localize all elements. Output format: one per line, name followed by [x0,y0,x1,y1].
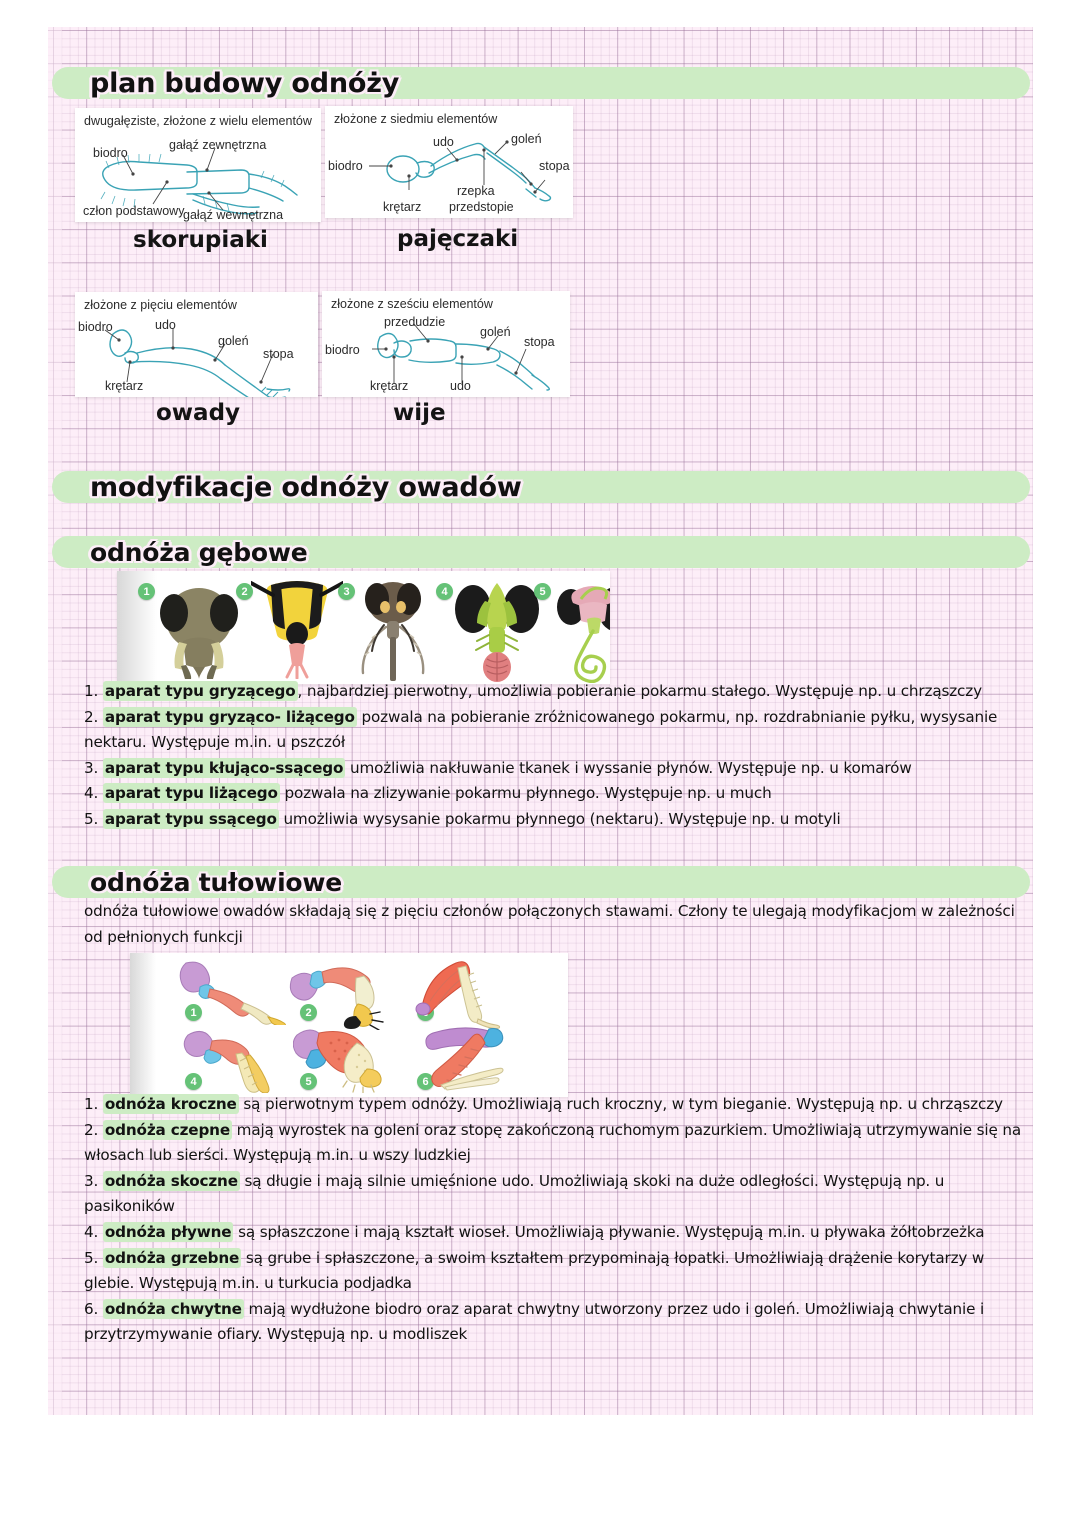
thoracic-legs-figure [130,953,568,1097]
limb-label-udo: udo [155,318,176,332]
limb-label-czlon-podstawowy: człon podstawowy [83,204,185,218]
figure-number-4: 4 [436,583,453,600]
limb-label-przedstopie: przedstopie [449,200,514,214]
desc: są długie i mają silnie umięśnione udo. Umożliwiają skoki na duże odległości. Występują np. u pasikoników [84,1171,945,1216]
figure-number-5: 5 [300,1073,317,1090]
leg-swimming [182,1027,302,1097]
limb-label-stopa: stopa [539,159,570,173]
term: odnóża pływne [104,1222,232,1241]
limb-label-golen: goleń [218,334,249,348]
list-number: 4. [84,1222,99,1241]
section-title: modyfikacje odnóży owadów [90,471,522,503]
group-caption-pajeczaki: pajęczaki [397,226,519,252]
desc: umożliwia nakłuwanie tkanek i wyssanie płynów. Występuje np. u komarów [345,758,912,777]
limb-label-udo: udo [450,379,471,393]
thoracic-intro: odnóża tułowiowe owadów składają się z pięciu członów połączonych stawami. Człony te ulegają modyfikacjom w zależności od pełnionych funkcji [84,902,1015,946]
group-caption-skorupiaki: skorupiaki [133,227,268,253]
figure-number-2: 2 [300,1004,317,1021]
section-header-plan [52,63,1032,103]
term: aparat typu liżącego [104,784,278,803]
limb-card-caption: złożone z sześciu elementów [331,297,493,311]
list-number: 2. [84,707,99,726]
desc: pozwala na zlizywanie pokarmu płynnego. Występuje np. u much [279,784,772,803]
list-item [84,1092,1026,1118]
limb-label-galaz-wewnetrzna: gałąź wewnętrzna [183,208,284,222]
limb-card-skorupiaki [75,108,321,222]
limb-label-golen: goleń [480,325,511,339]
list-number: 3. [84,758,99,777]
limb-label-rzepka: rzepka [457,184,495,198]
mouthparts-figure [117,571,610,684]
term: aparat typu gryząco- liżącego [104,707,355,726]
limb-card-caption: dwugałęziste, złożone z wielu elementów [84,114,312,128]
limb-label-udo: udo [433,135,454,149]
limb-label-biodro: biodro [93,146,128,160]
leg-clasping [286,958,406,1034]
list-item [84,807,1024,833]
list-item [84,679,1024,705]
figure-number-2: 2 [236,583,253,600]
figure-number-1: 1 [138,583,155,600]
notebook-page [48,27,1033,1415]
section-title: odnóża tułowiowe [90,867,343,897]
mouthparts-list [84,679,1024,833]
limb-label-kretarz: krętarz [383,200,422,214]
limb-label-przedudzie: przedudzie [384,315,446,329]
group-caption-owady: owady [156,400,241,426]
desc: są pierwotnym typem odnóży. Umożliwiają ruch kroczny, w tym bieganie. Występują np. u chrząszczy [238,1095,1003,1113]
mouthpart-lapping [453,579,541,684]
desc: są spłaszczone i mają kształt wioseł. Umożliwiają pływanie. Występują m.in. u pływaka żółtobrzeżka [233,1222,985,1241]
thoracic-list [84,1092,1026,1348]
limb-label-galaz-zewnetrzna: gałąź zewnętrzna [169,138,267,152]
limb-label-biodro: biodro [325,343,360,357]
term: aparat typu ssącego [104,809,277,828]
term: odnóża kroczne [104,1095,237,1113]
limb-label-stopa: stopa [524,335,555,349]
desc: pozwala na pobieranie zróżnicowanego pokarmu, np. rozdrabnianie pyłku, wysysanie nektaru. Występuje m.in. u pszczół [84,707,998,752]
list-number: 5. [84,809,99,828]
list-number: 1. [84,682,99,700]
leg-digging [293,1025,413,1097]
group-caption-wije: wije [393,400,446,426]
limb-card-caption: złożone z pięciu elementów [84,298,237,312]
desc: mają wydłużone biodro oraz aparat chwytny utworzony przez udo i goleń. Umożliwiają chwytanie i przytrzymywanie ofiary. Występują np. u modliszek [84,1299,985,1344]
section-header-modyfikacje [52,467,1032,507]
limb-label-stopa: stopa [263,347,294,361]
figure-number-4: 4 [185,1073,202,1090]
figure-number-5: 5 [534,583,551,600]
leg-jumping [412,957,532,1033]
list-item [84,1169,1026,1220]
leg-raptorial [423,1023,543,1097]
list-item [84,1118,1026,1169]
term: odnóża czepne [104,1120,230,1139]
figure-left-shade [130,953,156,1097]
limb-card-owady [75,292,318,397]
list-number: 5. [84,1248,99,1267]
section-header-tulowiowe [52,862,1032,902]
limb-label-kretarz: krętarz [105,379,144,393]
list-number: 3. [84,1171,99,1190]
mouthpart-sucking [549,579,610,684]
limb-card-wije [322,291,570,397]
list-item [84,756,1024,782]
term: aparat typu kłująco-ssącego [104,758,344,777]
term: odnóża grzebne [104,1248,240,1267]
list-number: 4. [84,784,99,803]
list-item [84,1297,1026,1348]
mouthpart-chewing-lapping [251,579,343,683]
limb-label-biodro: biodro [78,320,113,334]
limb-card-caption: złożone z siedmiu elementów [334,112,498,126]
desc: mają wyrostek na goleni oraz stopę zakończoną ruchomym pazurkiem. Umożliwiają utrzymywanie się na włosach lub sierści. Występują m.in. u wszy ludzkiej [84,1120,1021,1165]
leg-walking [170,959,300,1029]
section-title: odnóża gębowe [90,537,308,567]
limb-label-golen: goleń [511,132,542,146]
list-item [84,781,1024,807]
list-number: 6. [84,1299,99,1318]
limb-label-kretarz: krętarz [370,379,409,393]
list-item [84,1220,1026,1246]
list-item [84,705,1024,756]
list-number: 1. [84,1095,99,1113]
desc: , najbardziej pierwotny, umożliwia pobieranie pokarmu stałego. Występuje np. u chrząszczy [297,682,982,700]
section-title: plan budowy odnóży [90,67,400,99]
list-number: 2. [84,1120,99,1139]
figure-number-6: 6 [417,1073,434,1090]
mouthpart-chewing [157,579,241,683]
limb-label-biodro: biodro [328,159,363,173]
limb-card-pajeczaki [325,106,573,218]
term: odnóża skoczne [104,1171,238,1190]
figure-number-1: 1 [185,1004,202,1021]
term: aparat typu gryzącego [104,682,296,700]
section-header-gebowe [52,532,1032,572]
figure-number-3: 3 [338,583,355,600]
term: odnóża chwytne [104,1299,242,1318]
desc: umożliwia wysysanie pokarmu płynnego (nektaru). Występuje np. u motyli [278,809,841,828]
mouthpart-piercing-sucking [354,579,432,684]
desc: są grube i spłaszczone, a swoim kształtem przypominają łopatki. Umożliwiają drążenie korytarzy w glebie. Występują m.in. u turkucia podjadka [84,1248,985,1293]
list-item [84,1246,1026,1297]
